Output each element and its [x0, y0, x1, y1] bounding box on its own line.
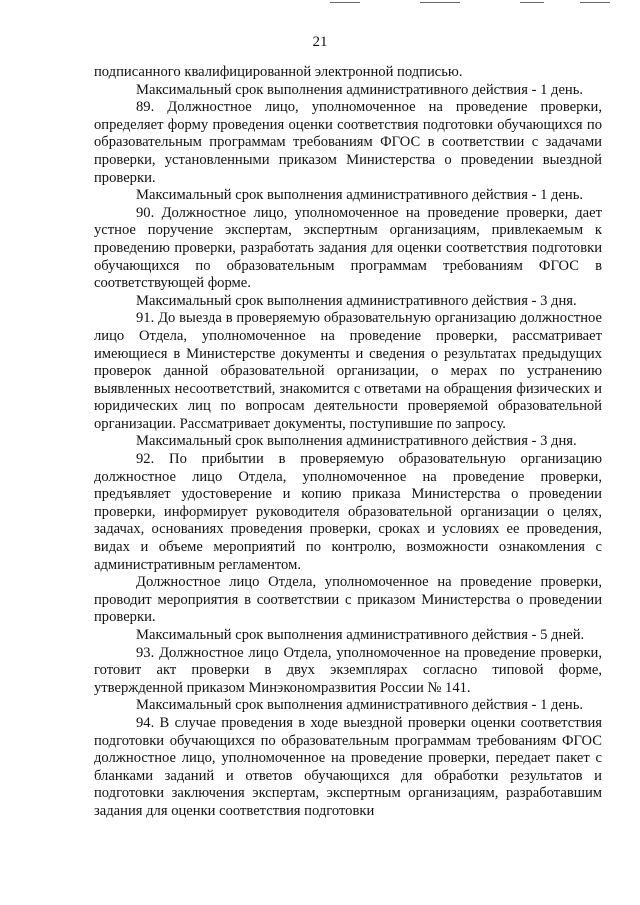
paragraph: Максимальный срок выполнения административного действия - 3 дня.: [136, 292, 577, 309]
paragraph: 89. Должностное лицо, уполномоченное на проведение проверки, определяет форму проведения оценки соответствия подготовки обучающихся по образовательным программам требованиям ФГОС в соответствии с задачами проверки, установленными приказом Министерства о проведении выездной проверки.: [94, 99, 602, 186]
paragraph: 90. Должностное лицо, уполномоченное на проведение проверки, дает устное поручение экспертам, экспертным организациям, привлекаемым к проведению проверки, разработать задания для оценки соответствия подготовки обучающихся по образовательным программам требованиям ФГОС в соответствующей форме.: [94, 204, 602, 292]
paragraph: Максимальный срок выполнения административного действия - 1 день.: [136, 697, 584, 714]
scan-artifact: [420, 2, 460, 3]
page-number: 21: [312, 34, 328, 50]
document-body: [94, 64, 602, 821]
scan-artifact: [520, 2, 544, 3]
paragraph: Максимальный срок выполнения административного действия - 1 день.: [136, 187, 584, 204]
paragraph: 93. Должностное лицо Отдела, уполномоченное на проведение проверки, готовит акт проверки в двух экземплярах согласно типовой форме, утвержденной приказом Минэкономразвития России № 141.: [94, 644, 602, 696]
paragraph: Должностное лицо Отдела, уполномоченное на проведение проверки, проводит мероприятия в соответствии с приказом Министерства о проведении проверки.: [94, 574, 602, 626]
paragraph: 91. До выезда в проверяемую образовательную организацию должностное лицо Отдела, уполномоченное на проведение проверки, рассматривает имеющиеся в Министерстве документы и сведения о результатах предыдущих проверок данной образовательной организации, о мерах по устранению выявленных несоответствий, знакомится с ответами на обращения физических и юридических лиц по вопросам деятельности проверяемой образовательной организации. Рассматривает документы, поступившие по запросу.: [94, 310, 602, 432]
scan-artifact: [580, 2, 610, 3]
paragraph: 92. По прибытии в проверяемую образовательную организацию должностное лицо Отдела, уполномоченное на проведение проверки, предъявляет удостоверение и копию приказа Министерства о проведении проверки, информирует руководителя образовательной организации о целях, задачах, основаниях проведения проверки, сроках и условиях ее проведения, видах и объеме мероприятий по контролю, возможности ознакомления с административным регламентом.: [94, 451, 602, 573]
paragraph: Максимальный срок выполнения административного действия - 3 дня.: [136, 433, 577, 450]
paragraph: Максимальный срок выполнения административного действия - 1 день.: [136, 81, 584, 98]
paragraph: 94. В случае проведения в ходе выездной проверки оценки соответствия подготовки обучающихся по образовательным программам требованиям ФГОС должностное лицо, уполномоченное на проведение проверки, передает пакет с бланками заданий и ответов обучающихся для обработки результатов и подготовки заключения экспертам, экспертным организациям, разработавшим задания для оценки соответствия подготовки: [94, 714, 602, 819]
paragraph: подписанного квалифицированной электронной подписью.: [94, 64, 463, 80]
paragraph: Максимальный срок выполнения административного действия - 5 дней.: [136, 627, 585, 643]
scan-artifact: [330, 2, 360, 3]
